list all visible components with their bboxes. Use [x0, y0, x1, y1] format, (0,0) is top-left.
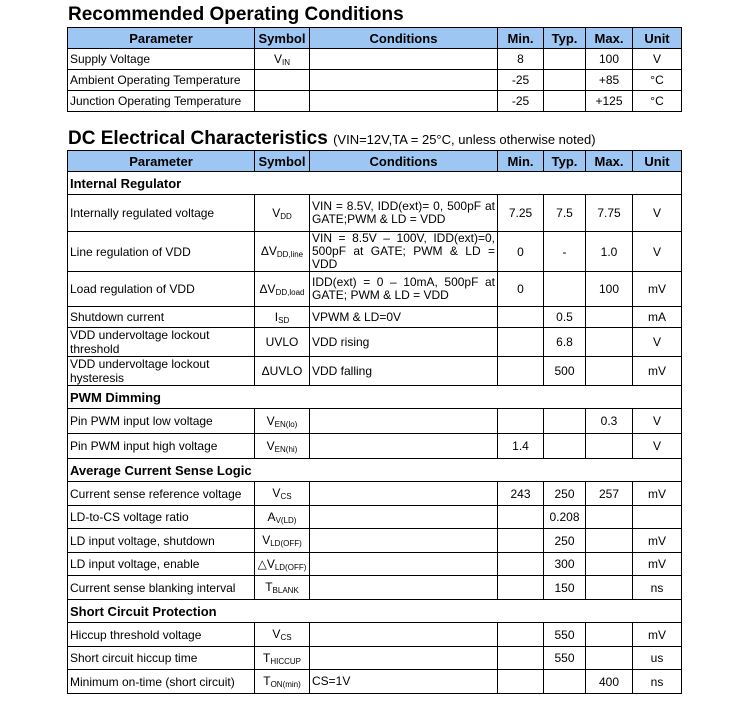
- typ-cell: [544, 272, 586, 307]
- dc-header-max: Max.: [586, 151, 633, 172]
- param-cell: Current sense blanking interval: [68, 576, 255, 600]
- roc-header-max: Max.: [586, 28, 633, 49]
- conditions-cell: [310, 647, 498, 670]
- table-row: [68, 232, 682, 272]
- typ-cell: 550: [544, 647, 586, 670]
- table-row: [68, 670, 682, 694]
- param-cell: Hiccup threshold voltage: [68, 623, 255, 647]
- section-title: Internal Regulator: [68, 172, 682, 195]
- min-cell: [498, 623, 544, 647]
- dc-header-row: [68, 151, 682, 172]
- max-cell: [586, 647, 633, 670]
- max-cell: [586, 328, 633, 357]
- roc-header-param: Parameter: [68, 28, 255, 49]
- dc-header-cond: Conditions: [310, 151, 498, 172]
- min-cell: [498, 647, 544, 670]
- conditions-cell: IDD(ext) = 0 – 10mA, 500pF at GATE; PWM & LD = VDD: [310, 272, 498, 307]
- conditions-cell: [310, 506, 498, 529]
- max-cell: 400: [586, 670, 633, 694]
- symbol-main: A: [267, 509, 276, 524]
- roc-header-min: Min.: [498, 28, 544, 49]
- unit-cell: us: [633, 647, 682, 670]
- param-cell: Pin PWM input high voltage: [68, 434, 255, 459]
- param-cell: LD input voltage, shutdown: [68, 529, 255, 553]
- symbol-cell: [255, 357, 310, 386]
- min-cell: [498, 307, 544, 328]
- min-cell: -25: [498, 91, 544, 112]
- symbol-subscript: CS: [280, 633, 292, 642]
- typ-cell: [544, 49, 586, 70]
- conditions-cell: [310, 529, 498, 553]
- table-row: [68, 328, 682, 357]
- min-cell: [498, 553, 544, 576]
- symbol-subscript: DD,line: [276, 250, 304, 259]
- typ-cell: 250: [544, 529, 586, 553]
- symbol-main: V: [262, 533, 271, 547]
- param-cell: Shutdown current: [68, 307, 255, 328]
- param-cell: VDD undervoltage lockout threshold: [68, 328, 255, 357]
- typ-cell: 6.8: [544, 328, 586, 357]
- unit-cell: V: [633, 328, 682, 357]
- param-cell: LD input voltage, enable: [68, 553, 255, 576]
- unit-cell: [633, 506, 682, 529]
- min-cell: [498, 409, 544, 434]
- symbol-main: T: [262, 650, 271, 665]
- table-row: [68, 529, 682, 553]
- symbol-cell: [255, 553, 310, 576]
- section-title: Short Circuit Protection: [68, 600, 682, 623]
- param-cell: LD-to-CS voltage ratio: [68, 506, 255, 529]
- symbol-subscript: EN(hi): [274, 444, 298, 454]
- unit-cell: mV: [633, 482, 682, 506]
- symbol-subscript: IN: [282, 57, 290, 67]
- unit-cell: °C: [633, 70, 682, 91]
- conditions-cell: VDD falling: [310, 357, 498, 386]
- symbol-cell: [255, 49, 310, 70]
- max-cell: [586, 623, 633, 647]
- unit-cell: V: [633, 195, 682, 232]
- conditions-cell: VPWM & LD=0V: [310, 307, 498, 328]
- symbol-cell: [255, 307, 310, 328]
- param-cell: Short circuit hiccup time: [68, 647, 255, 670]
- conditions-cell: VIN = 8.5V – 100V, IDD(ext)=0, 500pF at GATE; PWM & LD = VDD: [310, 232, 498, 272]
- roc-header-row: [68, 28, 682, 49]
- table-row: [68, 307, 682, 328]
- table-row: [68, 506, 682, 529]
- param-cell: Internally regulated voltage: [68, 195, 255, 232]
- symbol-cell: [255, 195, 310, 232]
- symbol-main: I: [274, 309, 279, 324]
- unit-cell: mV: [633, 623, 682, 647]
- symbol-cell: [255, 409, 310, 434]
- min-cell: 8: [498, 49, 544, 70]
- dc-title-text: DC Electrical Characteristics: [68, 128, 328, 149]
- conditions-cell: [310, 553, 498, 576]
- symbol-main: ΔV: [260, 244, 277, 258]
- roc-table: [67, 27, 682, 112]
- symbol-subscript: SD: [278, 315, 290, 325]
- typ-cell: -: [544, 232, 586, 272]
- typ-cell: 7.5: [544, 195, 586, 232]
- symbol-cell: [255, 70, 310, 91]
- min-cell: 243: [498, 482, 544, 506]
- section-title: Average Current Sense Logic: [68, 459, 682, 482]
- unit-cell: °C: [633, 91, 682, 112]
- max-cell: +85: [586, 70, 633, 91]
- unit-cell: V: [633, 232, 682, 272]
- unit-cell: ns: [633, 670, 682, 694]
- min-cell: 0: [498, 232, 544, 272]
- min-cell: 7.25: [498, 195, 544, 232]
- table-row: [68, 357, 682, 386]
- param-cell: Minimum on-time (short circuit): [68, 670, 255, 694]
- section-title: PWM Dimming: [68, 386, 682, 409]
- typ-cell: 300: [544, 553, 586, 576]
- table-row: [68, 434, 682, 459]
- unit-cell: mV: [633, 272, 682, 307]
- roc-header-unit: Unit: [633, 28, 682, 49]
- table-row: [68, 553, 682, 576]
- typ-cell: 0.208: [544, 506, 586, 529]
- symbol-cell: [255, 647, 310, 670]
- section-row: [68, 600, 682, 623]
- typ-cell: [544, 91, 586, 112]
- roc-header-typ: Typ.: [544, 28, 586, 49]
- unit-cell: mV: [633, 357, 682, 386]
- unit-cell: V: [633, 434, 682, 459]
- symbol-cell: [255, 576, 310, 600]
- symbol-cell: [255, 91, 310, 112]
- min-cell: 0: [498, 272, 544, 307]
- symbol-subscript: BLANK: [272, 586, 299, 595]
- min-cell: [498, 357, 544, 386]
- symbol-main: ΔV: [259, 281, 276, 296]
- max-cell: 1.0: [586, 232, 633, 272]
- max-cell: [586, 529, 633, 553]
- table-row: [68, 70, 682, 91]
- param-cell: VDD undervoltage lockout hysteresis: [68, 357, 255, 386]
- symbol-main: V: [272, 486, 281, 500]
- unit-cell: mV: [633, 553, 682, 576]
- table-row: [68, 91, 682, 112]
- max-cell: 100: [586, 49, 633, 70]
- symbol-subscript: EN(lo): [274, 419, 298, 429]
- section-row: [68, 386, 682, 409]
- min-cell: 1.4: [498, 434, 544, 459]
- dc-header-param: Parameter: [68, 151, 255, 172]
- conditions-cell: [310, 576, 498, 600]
- max-cell: 0.3: [586, 409, 633, 434]
- table-row: [68, 272, 682, 307]
- param-cell: Current sense reference voltage: [68, 482, 255, 506]
- max-cell: [586, 506, 633, 529]
- symbol-main: UVLO: [265, 335, 299, 349]
- param-cell: Pin PWM input low voltage: [68, 409, 255, 434]
- dc-table: [67, 150, 682, 694]
- section-row: [68, 459, 682, 482]
- roc-title: Recommended Operating Conditions: [68, 4, 404, 25]
- symbol-main: V: [266, 438, 275, 453]
- section-row: [68, 172, 682, 195]
- symbol-subscript: LD(OFF): [274, 562, 307, 572]
- unit-cell: V: [633, 409, 682, 434]
- param-cell: Load regulation of VDD: [68, 272, 255, 307]
- min-cell: -25: [498, 70, 544, 91]
- table-row: [68, 647, 682, 670]
- symbol-subscript: V(LD): [275, 515, 297, 525]
- typ-cell: [544, 670, 586, 694]
- conditions-cell: [310, 91, 498, 112]
- typ-cell: [544, 434, 586, 459]
- symbol-cell: [255, 232, 310, 272]
- symbol-cell: [255, 482, 310, 506]
- max-cell: [586, 576, 633, 600]
- symbol-cell: [255, 328, 310, 357]
- min-cell: [498, 670, 544, 694]
- table-row: [68, 195, 682, 232]
- max-cell: +125: [586, 91, 633, 112]
- unit-cell: V: [633, 49, 682, 70]
- symbol-cell: [255, 670, 310, 694]
- dc-header-min: Min.: [498, 151, 544, 172]
- max-cell: 100: [586, 272, 633, 307]
- conditions-cell: CS=1V: [310, 670, 498, 694]
- typ-cell: [544, 409, 586, 434]
- conditions-cell: [310, 482, 498, 506]
- max-cell: 7.75: [586, 195, 633, 232]
- symbol-main: ΔUVLO: [261, 364, 303, 378]
- unit-cell: mV: [633, 529, 682, 553]
- symbol-main: V: [273, 51, 282, 66]
- dc-header-symbol: Symbol: [255, 151, 310, 172]
- max-cell: [586, 357, 633, 386]
- min-cell: [498, 529, 544, 553]
- symbol-cell: [255, 272, 310, 307]
- dc-title: [68, 128, 596, 150]
- param-cell: Supply Voltage: [68, 49, 255, 70]
- symbol-subscript: DD,load: [275, 287, 305, 297]
- symbol-cell: [255, 434, 310, 459]
- symbol-subscript: ON(min): [270, 680, 301, 689]
- symbol-main: V: [272, 205, 281, 220]
- symbol-subscript: DD: [280, 211, 292, 221]
- conditions-cell: VDD rising: [310, 328, 498, 357]
- max-cell: [586, 434, 633, 459]
- conditions-cell: [310, 623, 498, 647]
- symbol-main: △V: [257, 556, 275, 571]
- symbol-subscript: HICCUP: [270, 656, 301, 666]
- table-row: [68, 49, 682, 70]
- dc-header-unit: Unit: [633, 151, 682, 172]
- param-cell: Junction Operating Temperature: [68, 91, 255, 112]
- conditions-cell: VIN = 8.5V, IDD(ext)= 0, 500pF at GATE;PWM & LD = VDD: [310, 195, 498, 232]
- param-cell: Line regulation of VDD: [68, 232, 255, 272]
- max-cell: [586, 553, 633, 576]
- table-row: [68, 623, 682, 647]
- typ-cell: [544, 70, 586, 91]
- unit-cell: ns: [633, 576, 682, 600]
- symbol-main: V: [266, 413, 275, 428]
- typ-cell: 550: [544, 623, 586, 647]
- symbol-cell: [255, 623, 310, 647]
- roc-header-cond: Conditions: [310, 28, 498, 49]
- unit-cell: mA: [633, 307, 682, 328]
- min-cell: [498, 576, 544, 600]
- min-cell: [498, 506, 544, 529]
- max-cell: [586, 307, 633, 328]
- typ-cell: 500: [544, 357, 586, 386]
- typ-cell: 150: [544, 576, 586, 600]
- symbol-main: T: [265, 580, 273, 594]
- conditions-cell: [310, 70, 498, 91]
- roc-header-symbol: Symbol: [255, 28, 310, 49]
- dc-note: (VIN=12V,TA = 25°C, unless otherwise noted): [333, 132, 596, 147]
- symbol-subscript: LD(OFF): [270, 539, 302, 548]
- typ-cell: 0.5: [544, 307, 586, 328]
- table-row: [68, 409, 682, 434]
- symbol-cell: [255, 506, 310, 529]
- conditions-cell: [310, 49, 498, 70]
- symbol-subscript: CS: [280, 492, 292, 501]
- table-row: [68, 482, 682, 506]
- symbol-main: T: [263, 674, 271, 688]
- conditions-cell: [310, 409, 498, 434]
- param-cell: Ambient Operating Temperature: [68, 70, 255, 91]
- symbol-cell: [255, 529, 310, 553]
- dc-header-typ: Typ.: [544, 151, 586, 172]
- max-cell: 257: [586, 482, 633, 506]
- conditions-cell: [310, 434, 498, 459]
- typ-cell: 250: [544, 482, 586, 506]
- table-row: [68, 576, 682, 600]
- symbol-main: V: [272, 627, 281, 641]
- min-cell: [498, 328, 544, 357]
